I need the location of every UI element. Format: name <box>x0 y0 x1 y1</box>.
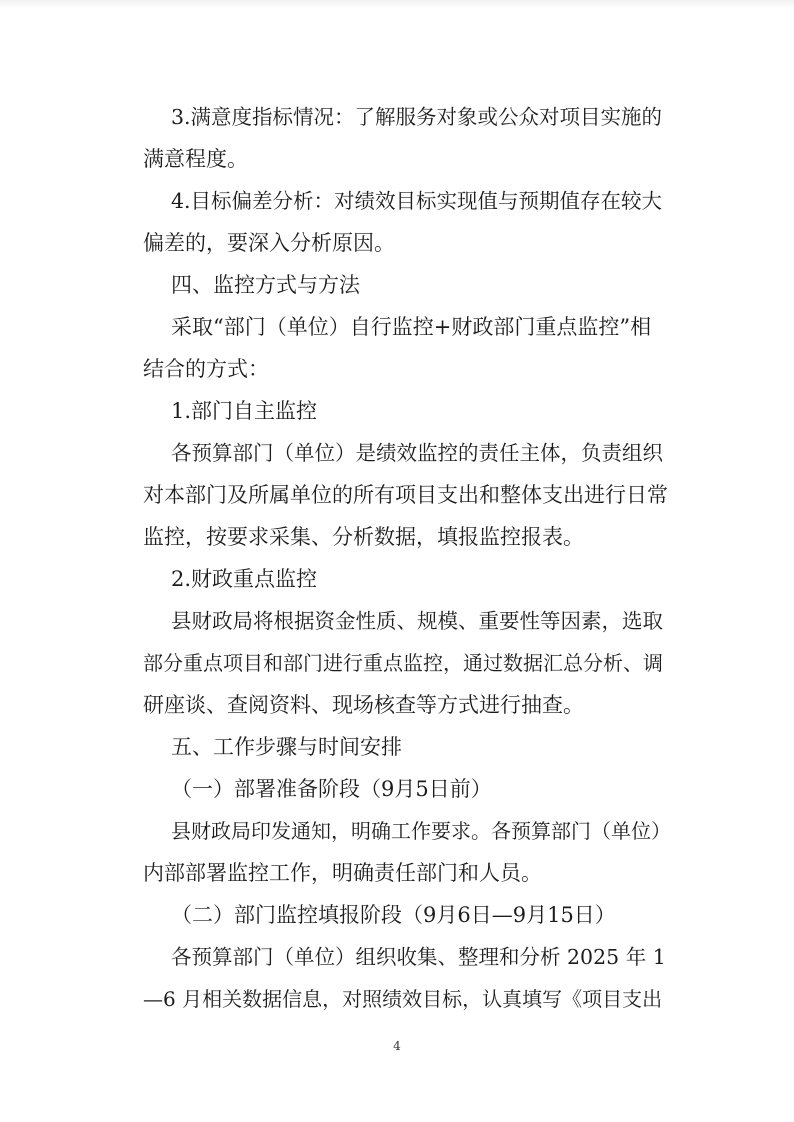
text-line: 研座谈、查阅资料、现场核查等方式进行抽查。 <box>143 693 584 717</box>
text-line: 各预算部门（单位）组织收集、整理和分析 2025 年 1 <box>171 945 666 969</box>
subsection-heading: 2.财政重点监控 <box>171 567 318 591</box>
text-line: 3.满意度指标情况：了解服务对象或公众对项目实施的 <box>171 105 663 129</box>
text-line: —6 月相关数据信息，对照绩效目标，认真填写《项目支出 <box>143 987 663 1011</box>
text-line: 部分重点项目和部门进行重点监控，通过数据汇总分析、调 <box>143 651 663 675</box>
subsection-heading: 1.部门自主监控 <box>171 399 318 423</box>
text-line: 采取“部门（单位）自行监控+财政部门重点监控”相 <box>171 315 652 339</box>
text-line: 对本部门及所属单位的所有项目支出和整体支出进行日常 <box>143 483 668 507</box>
text-line: 偏差的，要深入分析原因。 <box>143 231 395 255</box>
text-line: 各预算部门（单位）是绩效监控的责任主体，负责组织 <box>171 441 663 465</box>
scan-edge-shadow <box>0 0 794 8</box>
text-line: 内部部署监控工作，明确责任部门和人员。 <box>143 861 542 885</box>
text-line: 满意程度。 <box>143 147 248 171</box>
text-line: 结合的方式： <box>143 357 269 381</box>
text-line: 监控，按要求采集、分析数据，填报监控报表。 <box>143 525 584 549</box>
subsection-heading: （一）部署准备阶段（9月5日前） <box>171 777 492 801</box>
text-line: 4.目标偏差分析：对绩效目标实现值与预期值存在较大 <box>171 189 663 213</box>
text-line: 县财政局将根据资金性质、规模、重要性等因素，选取 <box>171 609 663 633</box>
page-number: 4 <box>393 1039 401 1053</box>
section-heading: 四、监控方式与方法 <box>171 273 360 297</box>
subsection-heading: （二）部门监控填报阶段（9月6日—9月15日） <box>171 903 616 927</box>
text-line: 县财政局印发通知，明确工作要求。各预算部门（单位） <box>171 819 671 843</box>
section-heading: 五、工作步骤与时间安排 <box>171 735 402 759</box>
